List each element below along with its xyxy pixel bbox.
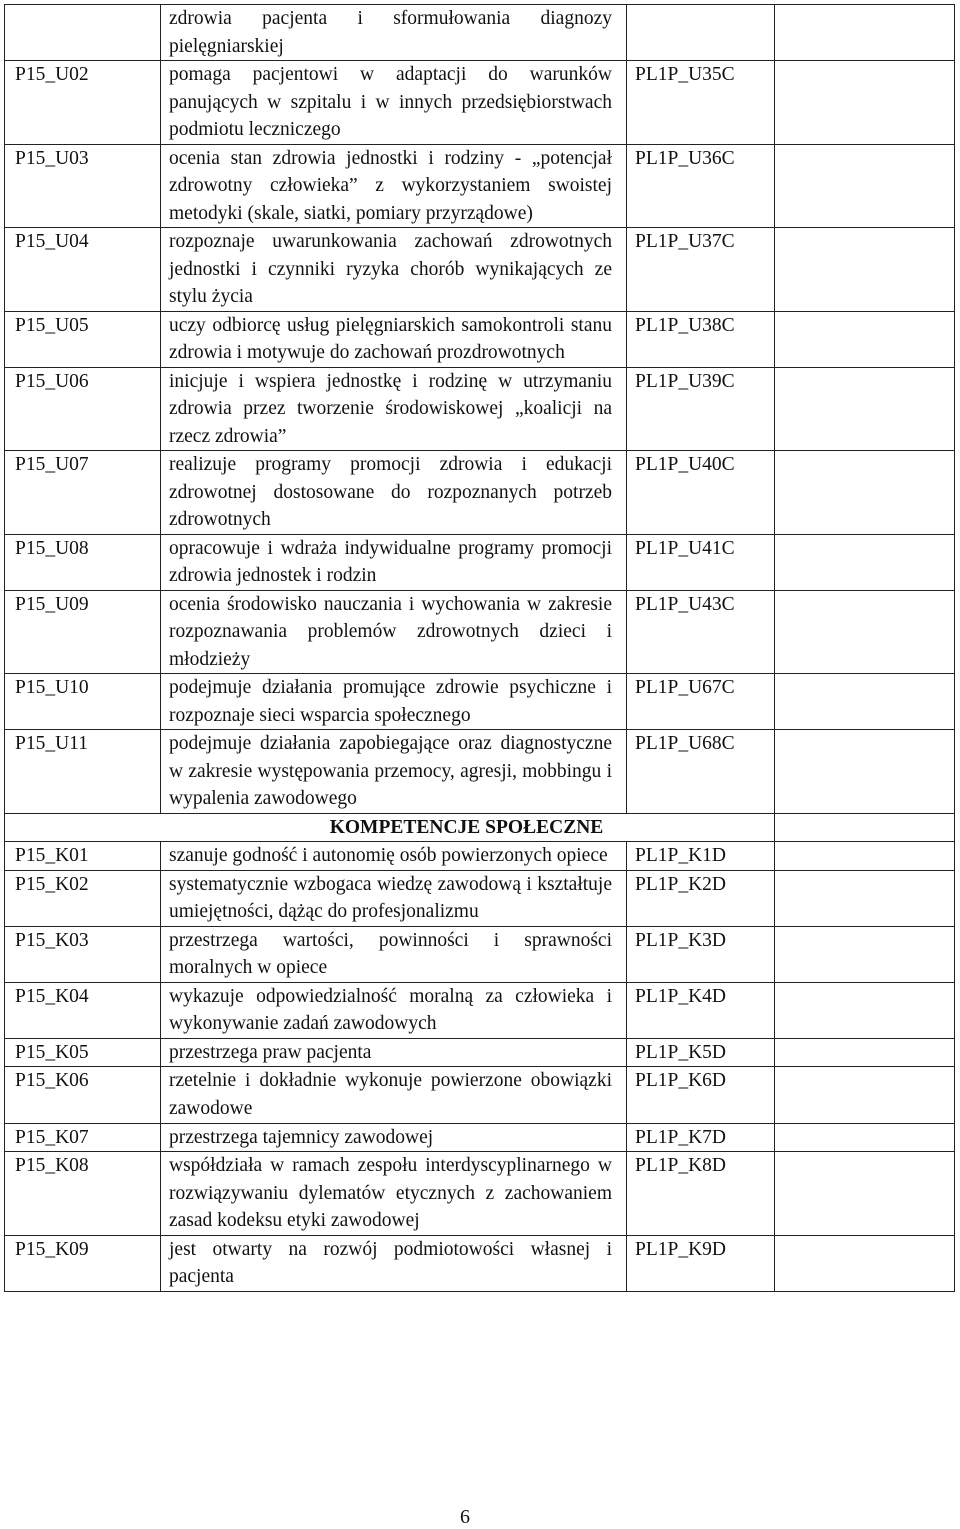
- table-row: [5, 1152, 955, 1236]
- table-row: [5, 1235, 955, 1291]
- outcome-description: wykazuje odpowiedzialność moralną za człowieka i wykonywanie zadań zawodowych: [161, 982, 627, 1038]
- table-row: [5, 534, 955, 590]
- empty-cell: [775, 1152, 955, 1236]
- reference-code: PL1P_U35C: [627, 61, 775, 145]
- reference-code: [627, 5, 775, 61]
- reference-code: PL1P_U39C: [627, 367, 775, 451]
- learning-outcomes-table: [4, 4, 955, 1292]
- outcome-description: przestrzega wartości, powinności i sprawności moralnych w opiece: [161, 926, 627, 982]
- empty-cell: [775, 1067, 955, 1124]
- reference-code: PL1P_K6D: [627, 1067, 775, 1124]
- outcome-code: P15_K04: [5, 982, 161, 1038]
- outcome-description: podejmuje działania promujące zdrowie psychiczne i rozpoznaje sieci wsparcia społecznego: [161, 674, 627, 730]
- outcome-code: P15_U05: [5, 311, 161, 367]
- reference-code: PL1P_U67C: [627, 674, 775, 730]
- outcome-description: podejmuje działania zapobiegające oraz diagnostyczne w zakresie występowania przemocy, agresji, mobbingu i wypalenia zawodowego: [161, 730, 627, 814]
- empty-cell: [775, 1123, 955, 1152]
- outcome-code: P15_U04: [5, 228, 161, 312]
- outcome-code: P15_K07: [5, 1123, 161, 1152]
- empty-cell: [775, 813, 955, 842]
- section-header-row: [5, 813, 955, 842]
- reference-code: PL1P_K3D: [627, 926, 775, 982]
- outcome-code: P15_U09: [5, 590, 161, 674]
- outcome-code: P15_K06: [5, 1067, 161, 1124]
- empty-cell: [775, 367, 955, 451]
- table-row: [5, 144, 955, 228]
- table-row: [5, 842, 955, 871]
- outcome-code: [5, 5, 161, 61]
- outcome-description: jest otwarty na rozwój podmiotowości własnej i pacjenta: [161, 1235, 627, 1291]
- table-row: [5, 1038, 955, 1067]
- reference-code: PL1P_U36C: [627, 144, 775, 228]
- section-title: KOMPETENCJE SPOŁECZNE: [5, 813, 775, 842]
- empty-cell: [775, 842, 955, 871]
- outcome-description: rozpoznaje uwarunkowania zachowań zdrowotnych jednostki i czynniki ryzyka chorób wynikających ze stylu życia: [161, 228, 627, 312]
- outcome-code: P15_K02: [5, 870, 161, 926]
- table-row: [5, 311, 955, 367]
- outcome-description: przestrzega praw pacjenta: [161, 1038, 627, 1067]
- reference-code: PL1P_K7D: [627, 1123, 775, 1152]
- empty-cell: [775, 228, 955, 312]
- table-row: [5, 926, 955, 982]
- reference-code: PL1P_K4D: [627, 982, 775, 1038]
- table-row: [5, 1067, 955, 1124]
- outcome-code: P15_K08: [5, 1152, 161, 1236]
- empty-cell: [775, 674, 955, 730]
- outcome-code: P15_K03: [5, 926, 161, 982]
- outcome-description: systematycznie wzbogaca wiedzę zawodową i kształtuje umiejętności, dążąc do profesjonalizmu: [161, 870, 627, 926]
- table-body: [5, 5, 955, 1292]
- outcome-description: szanuje godność i autonomię osób powierzonych opiece: [161, 842, 627, 871]
- table-row: [5, 228, 955, 312]
- outcome-code: P15_K01: [5, 842, 161, 871]
- reference-code: PL1P_U68C: [627, 730, 775, 814]
- empty-cell: [775, 311, 955, 367]
- empty-cell: [775, 982, 955, 1038]
- outcome-code: P15_U03: [5, 144, 161, 228]
- empty-cell: [775, 451, 955, 535]
- reference-code: PL1P_U37C: [627, 228, 775, 312]
- empty-cell: [775, 926, 955, 982]
- empty-cell: [775, 61, 955, 145]
- outcome-code: P15_U10: [5, 674, 161, 730]
- reference-code: PL1P_U38C: [627, 311, 775, 367]
- table-row: [5, 730, 955, 814]
- outcome-code: P15_U07: [5, 451, 161, 535]
- table-row: [5, 590, 955, 674]
- reference-code: PL1P_U43C: [627, 590, 775, 674]
- table-row: [5, 5, 955, 61]
- outcome-description: opracowuje i wdraża indywidualne programy promocji zdrowia jednostek i rodzin: [161, 534, 627, 590]
- reference-code: PL1P_K5D: [627, 1038, 775, 1067]
- table-row: [5, 674, 955, 730]
- empty-cell: [775, 1235, 955, 1291]
- table-row: [5, 870, 955, 926]
- outcome-code: P15_U06: [5, 367, 161, 451]
- outcome-description: ocenia stan zdrowia jednostki i rodziny - „potencjał zdrowotny człowieka” z wykorzystaniem swoistej metodyki (skale, siatki, pomiary przyrządowe): [161, 144, 627, 228]
- reference-code: PL1P_U40C: [627, 451, 775, 535]
- outcome-description: przestrzega tajemnicy zawodowej: [161, 1123, 627, 1152]
- outcome-description: pomaga pacjentowi w adaptacji do warunków panujących w szpitalu i w innych przedsiębiorstwach podmiotu leczniczego: [161, 61, 627, 145]
- outcome-description: realizuje programy promocji zdrowia i edukacji zdrowotnej dostosowane do rozpoznanych potrzeb zdrowotnych: [161, 451, 627, 535]
- outcome-description: inicjuje i wspiera jednostkę i rodzinę w utrzymaniu zdrowia przez tworzenie środowiskowej „koalicji na rzecz zdrowia”: [161, 367, 627, 451]
- table-row: [5, 451, 955, 535]
- outcome-description: rzetelnie i dokładnie wykonuje powierzone obowiązki zawodowe: [161, 1067, 627, 1124]
- table-row: [5, 367, 955, 451]
- outcome-code: P15_U11: [5, 730, 161, 814]
- empty-cell: [775, 5, 955, 61]
- page-number: 6: [460, 1506, 470, 1528]
- reference-code: PL1P_K1D: [627, 842, 775, 871]
- reference-code: PL1P_K9D: [627, 1235, 775, 1291]
- empty-cell: [775, 1038, 955, 1067]
- empty-cell: [775, 534, 955, 590]
- table-row: [5, 61, 955, 145]
- outcome-description: współdziała w ramach zespołu interdyscyplinarnego w rozwiązywaniu dylematów etycznych z zachowaniem zasad kodeksu etyki zawodowej: [161, 1152, 627, 1236]
- reference-code: PL1P_K8D: [627, 1152, 775, 1236]
- empty-cell: [775, 144, 955, 228]
- empty-cell: [775, 870, 955, 926]
- empty-cell: [775, 730, 955, 814]
- table-row: [5, 1123, 955, 1152]
- table-row: [5, 982, 955, 1038]
- outcome-code: P15_U08: [5, 534, 161, 590]
- outcome-code: P15_U02: [5, 61, 161, 145]
- outcome-description: ocenia środowisko nauczania i wychowania w zakresie rozpoznawania problemów zdrowotnych dzieci i młodzieży: [161, 590, 627, 674]
- empty-cell: [775, 590, 955, 674]
- outcome-code: P15_K09: [5, 1235, 161, 1291]
- outcome-description: zdrowia pacjenta i sformułowania diagnozy pielęgniarskiej: [161, 5, 627, 61]
- reference-code: PL1P_K2D: [627, 870, 775, 926]
- outcome-code: P15_K05: [5, 1038, 161, 1067]
- outcome-description: uczy odbiorcę usług pielęgniarskich samokontroli stanu zdrowia i motywuje do zachowań prozdrowotnych: [161, 311, 627, 367]
- reference-code: PL1P_U41C: [627, 534, 775, 590]
